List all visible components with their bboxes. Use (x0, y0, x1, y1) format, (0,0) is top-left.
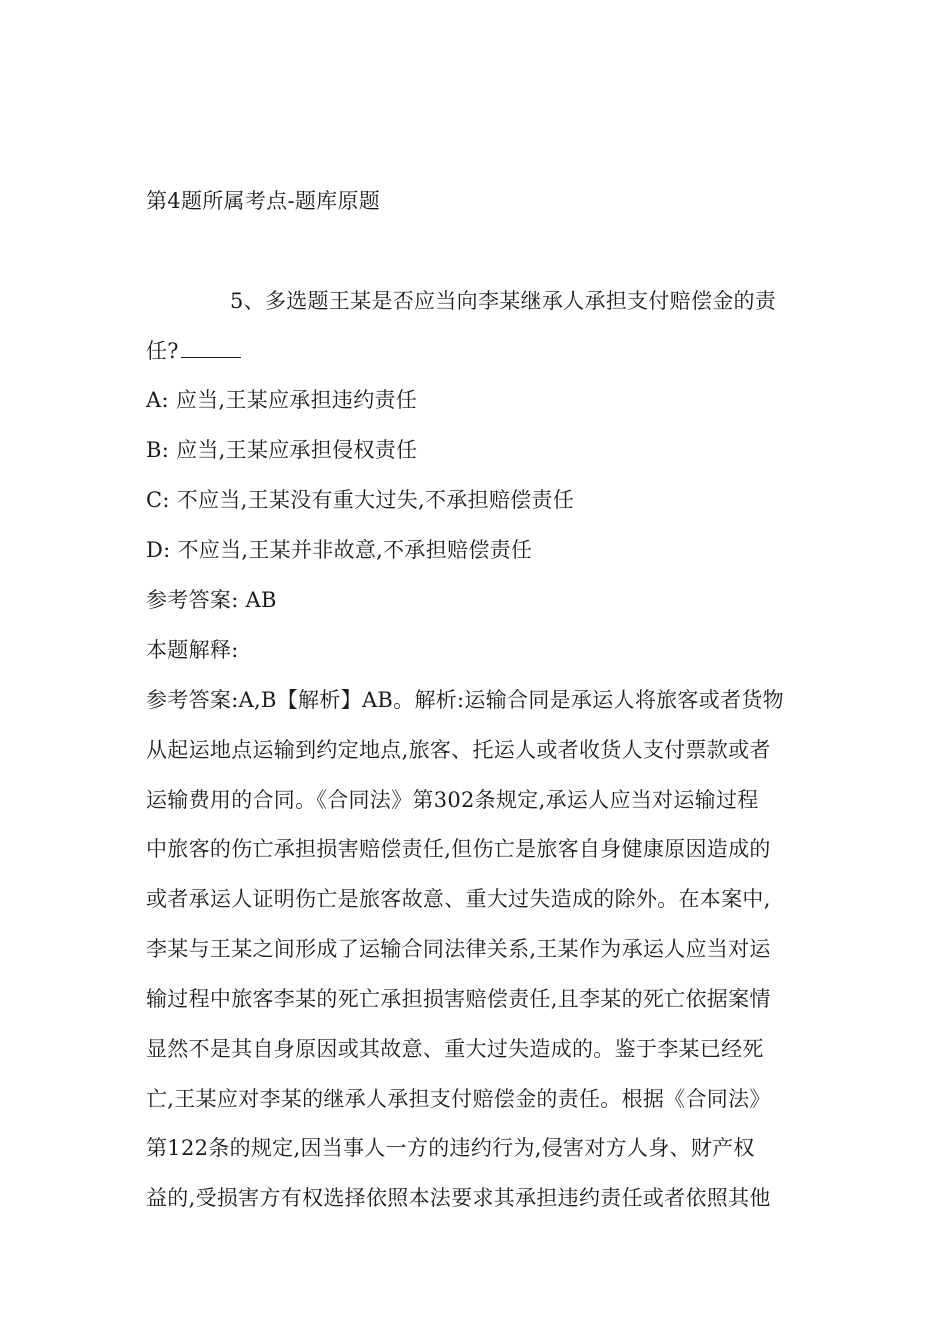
question-text-line-2-text: 任? (146, 339, 179, 363)
option-d: D: 不应当,王某并非故意,不承担赔偿责任 (146, 538, 533, 562)
explanation-line: 运输费用的合同。《合同法》第302条规定,承运人应当对运输过程 (146, 788, 759, 812)
section-header: 第4题所属考点-题库原题 (146, 189, 381, 213)
explanation-line: 中旅客的伤亡承担损害赔偿责任,但伤亡是旅客自身健康原因造成的 (146, 837, 771, 861)
answer-blank (181, 339, 241, 358)
explanation-line: 亡,王某应对李某的继承人承担支付赔偿金的责任。根据《合同法》 (146, 1087, 771, 1111)
explanation-line: 李某与王某之间形成了运输合同法律关系,王某作为承运人应当对运 (146, 937, 771, 961)
explanation-line: 输过程中旅客李某的死亡承担损害赔偿责任,且李某的死亡依据案情 (146, 987, 771, 1011)
explanation-line: 从起运地点运输到约定地点,旅客、托运人或者收货人支付票款或者 (146, 738, 771, 762)
explanation-line: 益的,受损害方有权选择依照本法要求其承担违约责任或者依照其他 (146, 1186, 771, 1210)
question-text-line-2 (146, 336, 241, 366)
explanation-line: 参考答案:A,B【解析】AB。解析:运输合同是承运人将旅客或者货物 (146, 688, 784, 712)
option-c: C: 不应当,王某没有重大过失,不承担赔偿责任 (146, 488, 575, 512)
explanation-line: 或者承运人证明伤亡是旅客故意、重大过失造成的除外。在本案中, (146, 887, 771, 911)
option-a: A: 应当,王某应承担违约责任 (146, 388, 418, 412)
explanation-label: 本题解释: (146, 638, 239, 662)
explanation-line: 第122条的规定,因当事人一方的违约行为,侵害对方人身、财产权 (146, 1136, 755, 1160)
reference-answer: 参考答案: AB (146, 588, 277, 612)
option-b: B: 应当,王某应承担侵权责任 (146, 438, 418, 462)
question-text-line-1: 5、多选题王某是否应当向李某继承人承担支付赔偿金的责 (230, 289, 777, 313)
explanation-line: 显然不是其自身原因或其故意、重大过失造成的。鉴于李某已经死 (146, 1037, 764, 1061)
